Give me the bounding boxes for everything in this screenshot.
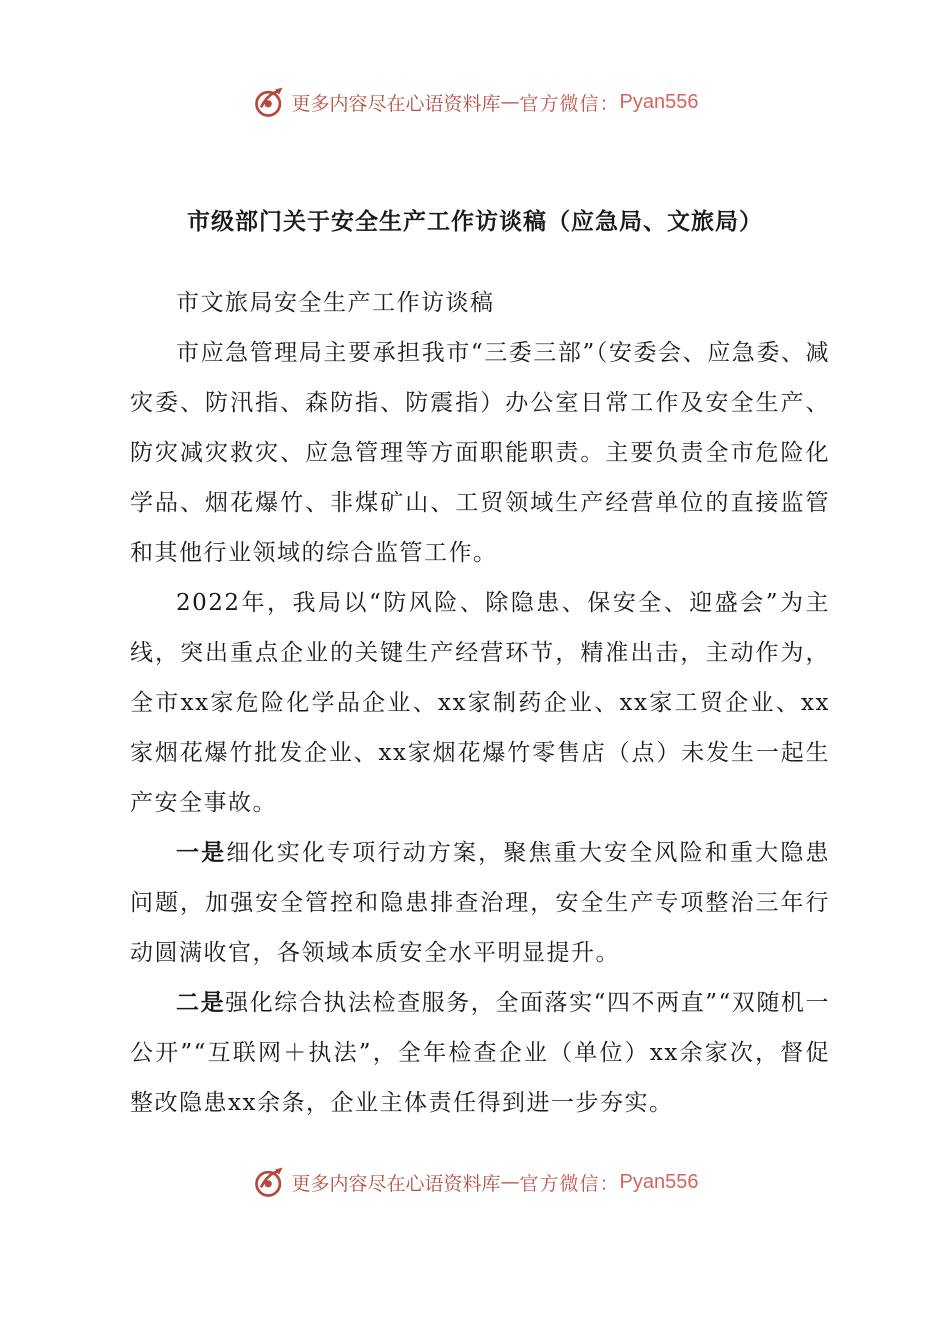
point-1-text: 细化实化专项行动方案，聚焦重大安全风险和重大隐患问题，加强安全管控和隐患排查治理，安全生产专项整治三年行动圆满收官，各领域本质安全水平明显提升。 — [130, 840, 831, 966]
document-subtitle: 市文旅局安全生产工作访谈稿 — [176, 290, 495, 316]
banner-wechat-label: 官方微信： — [519, 1172, 620, 1195]
document-body — [130, 278, 830, 1128]
banner-dash: — — [500, 91, 520, 113]
brand-logo-icon — [252, 84, 288, 120]
paragraph-1: 市应急管理局主要承担我市“三委三部”（安委会、应急委、减灾委、防汛指、森防指、防震指）办公室日常工作及安全生产、防灾减灾救灾、应急管理等方面职能职责。主要负责全市危险化学品、烟花爆竹、非煤矿山、工贸领域生产经营单位的直接监管和其他行业领域的综合监管工作。 — [130, 340, 830, 566]
point-1-lead: 一是 — [176, 839, 227, 866]
paragraph-2: 2022年，我局以“防风险、除隐患、保安全、迎盛会”为主线，突出重点企业的关键生产经营环节，精准出击，主动作为，全市xx家危险化学品企业、xx家制药企业、xx家工贸企业、xx家烟花爆竹批发企业、xx家烟花爆竹零售店（点）未发生一起生产安全事故。 — [130, 590, 830, 816]
point-1 — [130, 828, 830, 978]
footer-watermark-banner — [0, 1162, 950, 1202]
banner-site-text: 更多内容尽在心语资料库 — [291, 1172, 501, 1195]
banner-dash: — — [500, 1171, 520, 1193]
banner-account: Pyan556 — [619, 90, 699, 113]
banner-account: Pyan556 — [619, 1170, 699, 1193]
brand-logo-icon — [252, 1164, 288, 1200]
banner-site-text: 更多内容尽在心语资料库 — [291, 92, 501, 115]
document-title: 市级部门关于安全生产工作访谈稿（应急局、文旅局） — [187, 209, 763, 235]
point-2-text: 强化综合执法检查服务，全面落实“四不两直”“双随机一公开”“互联网＋执法”，全年检查企业（单位）xx余家次，督促整改隐患xx余条，企业主体责任得到进一步夯实。 — [130, 990, 831, 1116]
point-2-lead: 二是 — [176, 989, 226, 1016]
header-watermark-banner — [0, 82, 950, 122]
point-2 — [130, 978, 830, 1128]
banner-wechat-label: 官方微信： — [519, 92, 620, 115]
